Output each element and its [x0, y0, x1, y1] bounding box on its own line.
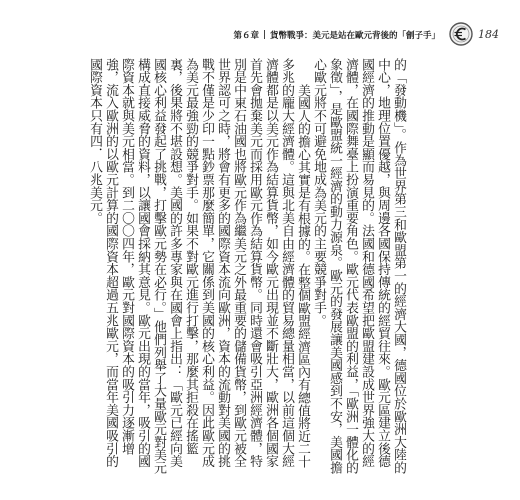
paragraph: 美國人的擔心其實是有根據的。在整個歐盟經濟區內有總值將近二十多兆的龐大經濟體。這與北美自由經濟體的貿易總量相當，以前這個大經濟體都是以美元作為結算貨幣，如今歐元出現並不斷壯大，歐洲各個國家首先會拋棄美元而採用歐元作為結算貨幣。同時還會吸引亞洲經濟體，特別是中東石油國也將歐元作為繼美元之外最重要的儲備貨幣，到歐元被全世界認可之時，將會有更多的國際資本流向歐洲，資本的流動對美國的挑戰不僅是少印一點鈔票那麼簡單，它關係到美國的核心利益。因此歐元成為美元最強勁的競爭對手。如果不對歐元進行打擊，那麼其拒殺在搖籃裏，後果將不堪設想。美國的許多專家與在國會上指出：「歐元已經向美國核心利益發起了挑戰，打擊歐元勢在必行。」他們列舉了大量歐元對美元構成直接威脅的資料，以讓國會採納其意見。歐元出現的當年，吸引的國際資本就與美元相當。到二〇〇四年，歐元對國際資本的吸引力逐漸增強，流入歐洲的以歐元計算的國際資本超過五兆歐元，而當年美國吸引的國際資本只有四．八兆美元。 [87, 58, 310, 474]
header-divider [264, 30, 265, 39]
running-header [220, 28, 440, 44]
chapter-title: 貨幣戰爭：美元是站在歐元背後的「劊子手」 [269, 31, 440, 41]
body-text [87, 58, 406, 478]
chapter-label: 第６章 [233, 31, 259, 41]
page-number: 184 [478, 28, 499, 41]
euro-coin-logo-icon [448, 21, 474, 47]
paragraph: 的「發動機」。作為世界第三和歐盟第一的經濟大國，德國位於歐洲大陸的中心，地理位置優越，與周邊各國保持傳統的經貿往來。歐元區建立後德國經濟的推動是顯而易見的。法國和德國希望把歐盟建設成世界強大的經濟體，在國際舞臺上扮演重要角色。歐元代表歐盟的利益，「歐洲一體化的象徵」，是歐盟統一經濟的動力源泉。歐元的發展讓美國感到不安，美國擔心歐元將不可避免地成為美元的主要競爭對手。 [311, 58, 406, 474]
